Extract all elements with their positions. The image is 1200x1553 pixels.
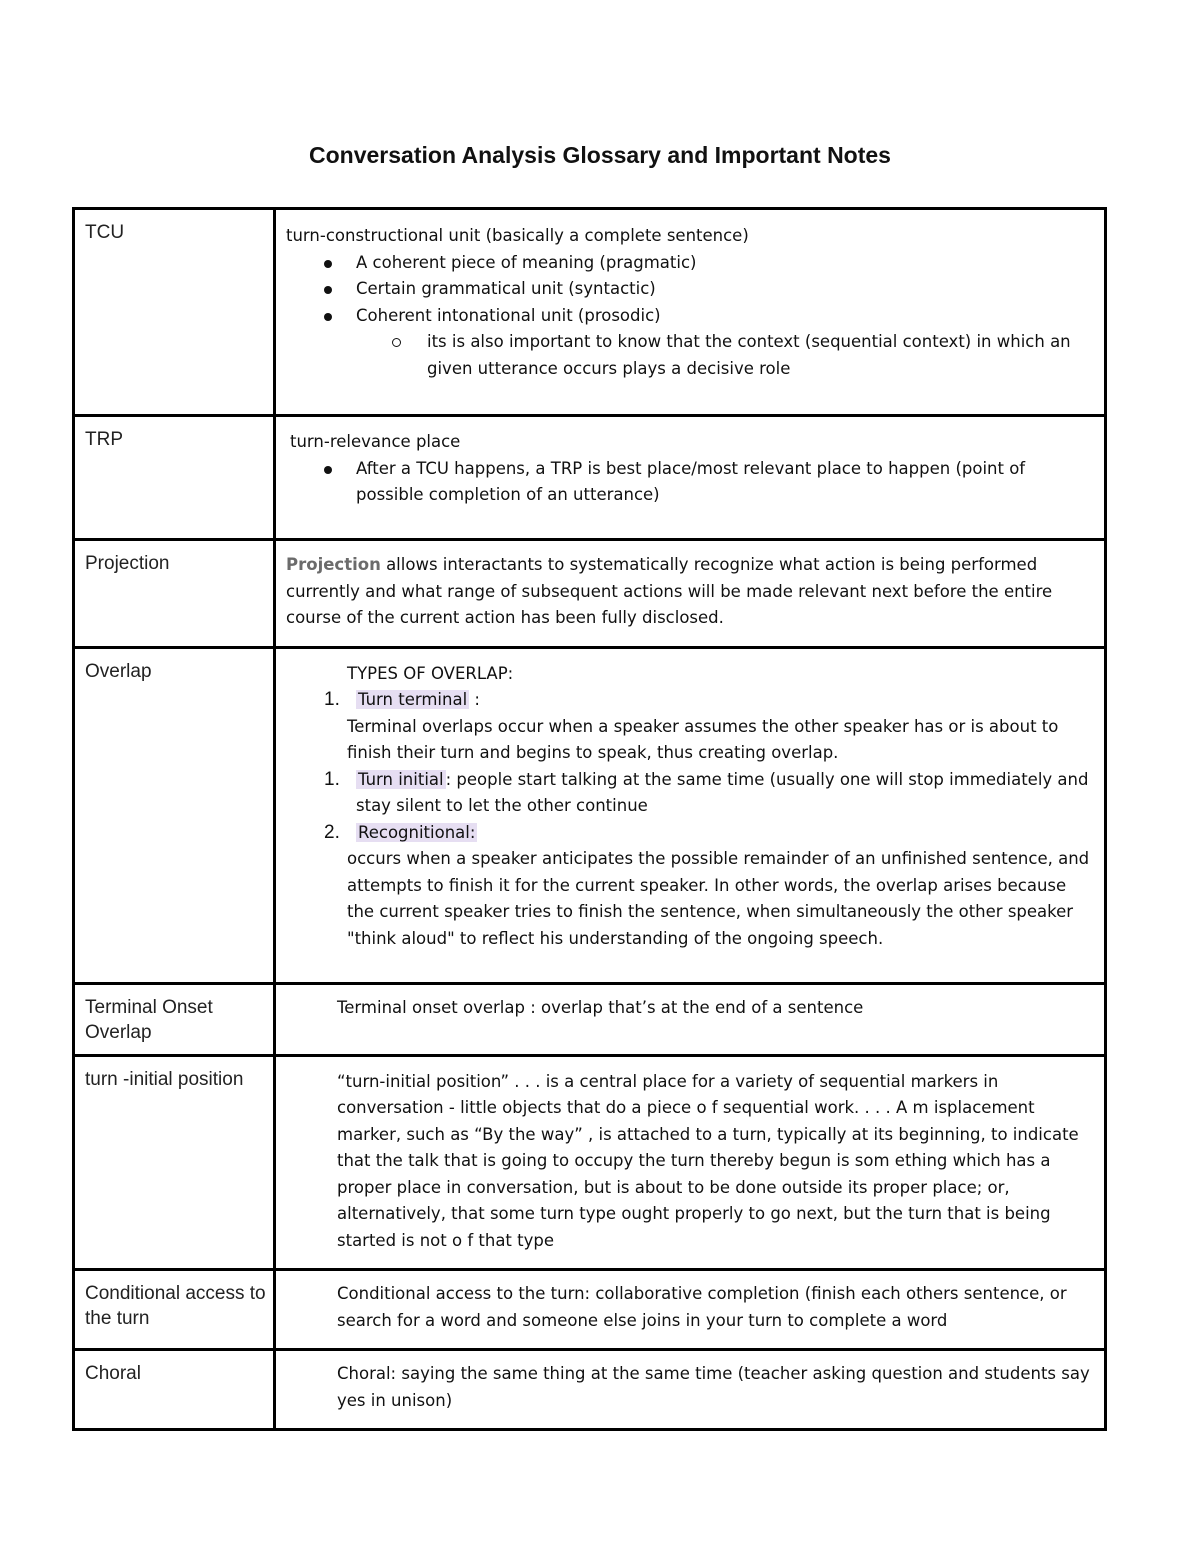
term-cell: TRP — [74, 416, 275, 540]
projection-text: allows interactants to systematically recognize what action is being performed currently and what range of subsequent actions will be made relevant next before the entire course of the current action has been fully disclosed. — [286, 555, 1053, 627]
table-row — [74, 647, 1106, 983]
overlap-description: Terminal overlaps occur when a speaker assumes the other speaker has or is about to finish their turn and begins to speak, thus creating overlap. — [347, 716, 1059, 762]
definition-cell — [275, 647, 1106, 983]
definition-heading: turn-constructional unit (basically a complete sentence) — [286, 226, 749, 245]
table-row — [74, 1270, 1106, 1350]
overlap-description: occurs when a speaker anticipates the possible remainder of an unfinished sentence, and attempts to finish it for the current speaker. In other words, the overlap arises because the current speaker tries to finish the sentence, when simultaneously the other speaker "think aloud" to reflect his understanding of the ongoing speech. — [347, 849, 1090, 948]
bullet-list — [286, 456, 1094, 509]
definition-text: “turn-initial position” . . . is a central place for a variety of sequential markers in conversation - little objects that do a piece o f sequential work. . . . A m isplacement marker, such as “By the way” , is attached to a turn, typically at its beginning, to indicate that the talk that is going to occupy the turn thereby begun is som ething which has a proper place in conversation, but is about to be done outside its proper place; or, alternatively, that some turn type ought properly to go next, but the turn that is being started is not o f that type — [337, 1071, 1079, 1250]
term-suffix: : — [469, 690, 480, 709]
list-number: 2. — [324, 821, 340, 843]
table-row — [74, 416, 1106, 540]
highlighted-term: Recognitional: — [358, 822, 476, 842]
list-item — [286, 820, 1094, 847]
term-cell: Projection — [74, 540, 275, 648]
definition-cell — [275, 1055, 1106, 1270]
table-row — [74, 540, 1106, 648]
glossary-table — [72, 207, 1107, 1431]
list-item: After a TCU happens, a TRP is best place/most relevant place to happen (point of possible completion of an utterance) — [286, 456, 1094, 509]
overlap-description: : people start talking at the same time (usually one will stop immediately and stay silent to let the other continue — [356, 769, 1089, 815]
numbered-list — [286, 767, 1094, 847]
definition-cell — [275, 209, 1106, 416]
definition-text: Choral: saying the same thing at the same time (teacher asking question and students say yes in unison) — [337, 1364, 1090, 1410]
definition-text: Terminal onset overlap : overlap that’s at the end of a sentence — [337, 997, 864, 1017]
definition-cell — [275, 1350, 1106, 1430]
bullet-list — [286, 250, 1094, 330]
list-number: 1. — [324, 768, 340, 790]
page-title: Conversation Analysis Glossary and Important Notes — [309, 142, 891, 168]
overlap-types-heading: TYPES OF OVERLAP: — [347, 663, 514, 683]
term-cell: turn -initial position — [74, 1055, 275, 1270]
definition-text: Conditional access to the turn: collaborative completion (finish each others sentence, or search for a word and someone else joins in your turn to complete a word — [337, 1284, 1067, 1330]
sub-bullet-list — [286, 329, 1094, 382]
table-row — [74, 1055, 1106, 1270]
term-cell: Overlap — [74, 647, 275, 983]
list-item: its is also important to know that the context (sequential context) in which an given utterance occurs plays a decisive role — [286, 329, 1094, 382]
projection-keyword: Projection — [286, 555, 381, 574]
definition-cell — [275, 1270, 1106, 1350]
definition-cell — [275, 983, 1106, 1055]
list-item: A coherent piece of meaning (pragmatic) — [286, 250, 1094, 277]
highlighted-term: Turn terminal — [358, 690, 468, 709]
numbered-list — [286, 687, 1094, 714]
term-cell: Choral — [74, 1350, 275, 1430]
definition-cell — [275, 416, 1106, 540]
table-row — [74, 209, 1106, 416]
highlighted-term: Turn initial — [358, 769, 444, 789]
list-item: Coherent intonational unit (prosodic) — [286, 303, 1094, 330]
term-cell: TCU — [74, 209, 275, 416]
list-item — [286, 687, 1094, 714]
term-cell: Terminal Onset Overlap — [74, 983, 275, 1055]
list-item: Certain grammatical unit (syntactic) — [286, 276, 1094, 303]
definition-heading: turn-relevance place — [290, 432, 461, 451]
term-cell: Conditional access to the turn — [74, 1270, 275, 1350]
definition-cell — [275, 540, 1106, 648]
table-row — [74, 1350, 1106, 1430]
table-row — [74, 983, 1106, 1055]
list-number: 1. — [324, 689, 340, 710]
list-item — [286, 767, 1094, 820]
